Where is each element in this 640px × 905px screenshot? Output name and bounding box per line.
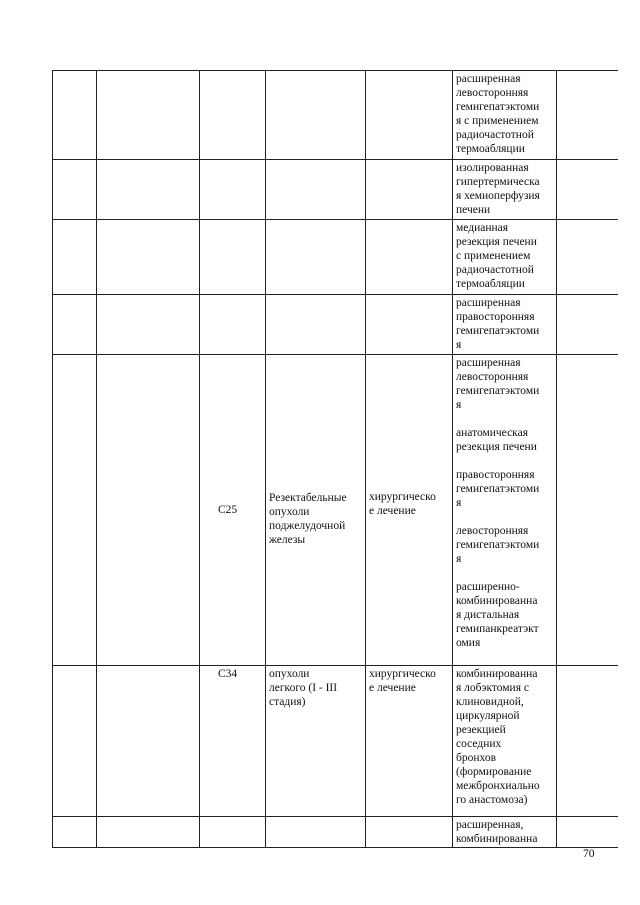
treatment-type-cell — [366, 160, 453, 220]
treatment-type-cell: хирургическо е лечение — [366, 355, 453, 666]
diagnosis-cell — [266, 295, 366, 355]
diagnosis-cell — [266, 817, 366, 848]
extra-cell — [557, 160, 618, 220]
group-cell — [97, 666, 200, 817]
table-row — [53, 817, 618, 848]
table-row — [53, 220, 618, 295]
diagnosis-cell — [266, 160, 366, 220]
method-cell: медианная резекция печени с применением радиочастотной термоабляции — [453, 220, 557, 295]
page-number: 70 — [583, 848, 595, 860]
treatment-type-cell — [366, 817, 453, 848]
method-cell: комбинированна я лобэктомия с клиновидной, циркулярной резекцией соседних бронхов (формирование межбронхиально го анастомоза) — [453, 666, 557, 817]
diagnosis-cell — [266, 71, 366, 160]
icd-code-cell — [200, 220, 266, 295]
group-cell — [97, 220, 200, 295]
treatment-type-cell — [366, 295, 453, 355]
table-row — [53, 666, 618, 817]
icd-code-cell — [200, 817, 266, 848]
table-row — [53, 71, 618, 160]
row-number-cell — [53, 355, 97, 666]
diagnosis-cell: Резектабельные опухоли поджелудочной железы — [266, 355, 366, 666]
group-cell — [97, 160, 200, 220]
diagnosis-cell — [266, 220, 366, 295]
row-number-cell — [53, 666, 97, 817]
method-cell: расширенная левосторонняя гемигепатэктоми я с применением радиочастотной термоабляции — [453, 71, 557, 160]
group-cell — [97, 295, 200, 355]
table-row — [53, 355, 618, 666]
diagnosis-cell: опухоли легкого (I - III стадия) — [266, 666, 366, 817]
extra-cell — [557, 295, 618, 355]
table-row — [53, 295, 618, 355]
row-number-cell — [53, 295, 97, 355]
group-cell — [97, 817, 200, 848]
icd-code-cell — [200, 295, 266, 355]
group-cell — [97, 71, 200, 160]
group-cell — [97, 355, 200, 666]
extra-cell — [557, 817, 618, 848]
extra-cell — [557, 220, 618, 295]
treatment-type-cell — [366, 220, 453, 295]
row-number-cell — [53, 160, 97, 220]
row-number-cell — [53, 817, 97, 848]
icd-code-cell: C25 — [200, 355, 266, 666]
table-row — [53, 160, 618, 220]
extra-cell — [557, 355, 618, 666]
method-cell: расширенная, комбинированна — [453, 817, 557, 848]
extra-cell — [557, 71, 618, 160]
method-cell: изолированная гипертермическа я хемиоперфузия печени — [453, 160, 557, 220]
method-cell: расширенная левосторонняя гемигепатэктоми я анатомическая резекция печени правосторонняя гемигепатэктоми я левосторонняя гемигепатэктоми я расширенно- комбинированна я дистальная гемипанкреатэкт омия — [453, 355, 557, 666]
treatment-type-cell: хирургическо е лечение — [366, 666, 453, 817]
icd-code-cell — [200, 71, 266, 160]
icd-code-cell: C34 — [200, 666, 266, 817]
method-cell: расширенная правосторонняя гемигепатэктоми я — [453, 295, 557, 355]
icd-code-cell — [200, 160, 266, 220]
extra-cell — [557, 666, 618, 817]
treatment-type-cell — [366, 71, 453, 160]
treatment-table — [52, 70, 618, 848]
row-number-cell — [53, 71, 97, 160]
row-number-cell — [53, 220, 97, 295]
